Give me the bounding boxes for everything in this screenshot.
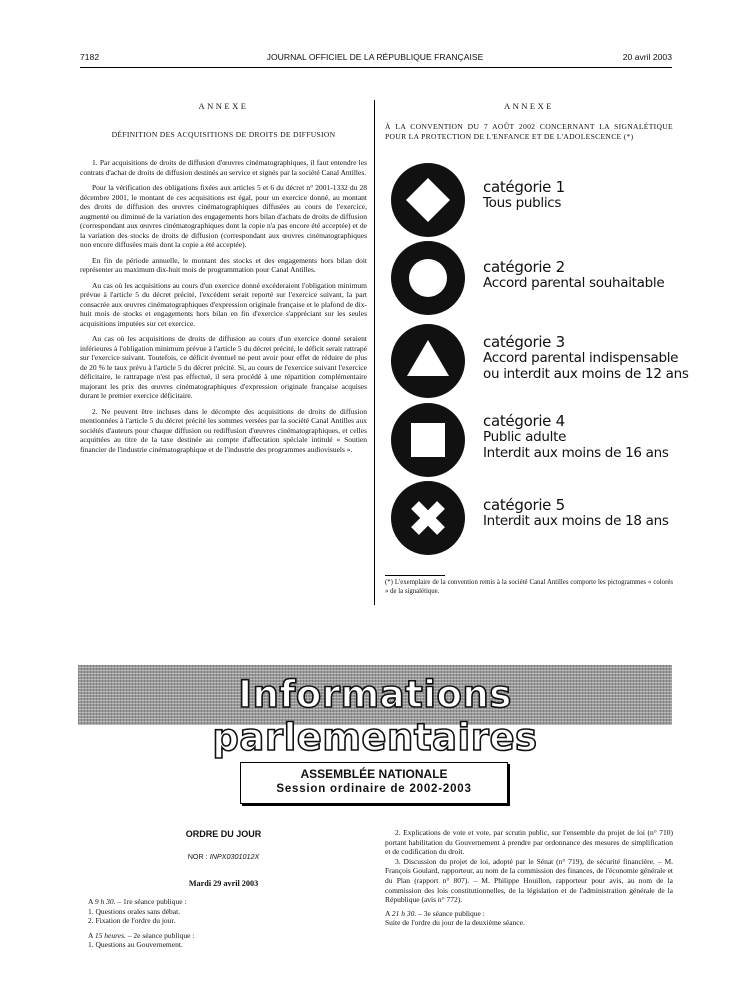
paragraph: 2. Ne peuvent être incluses dans le décompte des acquisitions de droits de diffusion mentionnées à l'article 5 du décret précité les sommes versées par la société Canal Antilles aux sociétés d'auteurs pour chaque diffusion ou rediffusion d'œuvres cinématographiques, et celles acquittées au titre de la taxe destinée au compte d'affectation spéciale intitulé « Soutien financier de l'industrie cinématographique et de l'industrie des programmes audiovisuels ». [80,406,367,454]
footnote: (*) L'exemplaire de la convention remis à la société Canal Antilles comporte les pictogrammes « colorés » de la signalétique. [385,579,673,595]
right-annex-title: À LA CONVENTION DU 7 AOÛT 2002 CONCERNANT LA SIGNALÉTIQUE POUR LA PROTECTION DE L'ENFANCE ET DE L'ADOLESCENCE (*) [385,122,673,141]
left-annex-title: DÉFINITION DES ACQUISITIONS DE DROITS DE DIFFUSION [111,130,336,139]
session-heading: A 21 h 30. – 3e séance publique : [385,908,485,918]
paragraph: Au cas où les acquisitions au cours d'un exercice donné excéderaient l'obligation minimum prévue à l'article 5 du décret précité, l'excédent serait reporté sur l'exercice suivant, la part consacrée aux œuvres cinématographiques d'expression originale française et le plafond de dix-huit mois de stocks et engagements hors bilan en fin d'exercice s'appréciant sur les seules acquisitions imputées sur cet exercice. [80,280,367,328]
paragraph: Pour la vérification des obligations fixées aux articles 5 et 6 du décret n° 2001-1332 du 28 décembre 2001, le montant de ces acquisitions est égal, pour un exercice donné, au montant des droits de diffusion des œuvres cinématographiques diffusées au cours de l'exercice, augmenté ou diminué de la variation des engagements hors bilan d'achats de droits de diffusion (correspondant aux œuvres cinématographiques dont la copie n'a pas encore été acceptée) et de la variation des stocks de droits de diffusion (correspondant aux œuvres cinématographiques non encore diffusées mais dont la copie a été acceptée). [80,183,367,249]
category-title: catégorie 4 [483,412,565,430]
category-description: Tous publics [483,195,562,211]
agenda-right-column [385,828,673,928]
category-3 [390,323,689,403]
triangle-icon [390,323,466,399]
left-annex-body [80,158,367,454]
category-description: Accord parental indispensable [483,350,679,366]
session-heading: A 9 h 30. – 1re séance publique : [88,897,187,906]
session-time: 15 heures. [94,930,126,940]
square-icon [390,402,466,478]
section-banner [78,665,672,759]
category-2 [390,240,680,320]
right-annex-label: ANNEXE [504,101,554,111]
category-title: catégorie 1 [483,178,565,196]
paragraph: Au cas où les acquisitions de droits de diffusion au cours d'un exercice donné seraient inférieures à l'obligation minimum prévue à l'article 5 du décret précité, le déficit serait rattrapé sur l'exercice suivant. Toutefois, ce déficit éventuel ne peut avoir pour effet de réduire de plus de 20 % le taux prévu à l'article 5 du décret précité. Si, au cours de l'exercice suivant l'exercice déficitaire, le rattrapage n'est pas effectué, il sera procédé à une répartition complémentaire majorant les prix des œuvres cinématographiques d'expression originale française acquises durant le premier exercice déficitaire. [80,334,367,400]
agenda-item: Suite de l'ordre du jour de la deuxième séance. [385,918,525,928]
category-title: catégorie 3 [483,333,565,351]
agenda-item: 2. Explications de vote et vote, par scrutin public, sur l'ensemble du projet de loi (n° 710) portant habilitation du Gouvernement à prendre par ordonnance des mesures de simplification et de codification du droit. [385,828,673,857]
nor-value: INPX0301012X [209,852,260,861]
header-rule [80,67,672,68]
page-number: 7182 [80,52,100,62]
footnote-rule [385,575,445,576]
nor-reference [80,852,367,861]
assembly-session: Session ordinaire de 2002-2003 [276,783,472,795]
session-label: – 1re séance publique : [117,897,187,906]
banner-title: Informations parlementaires [212,673,538,759]
category-title: catégorie 5 [483,496,565,514]
paragraph: En fin de période annuelle, le montant des stocks et des engagements hors bilan doit représenter au maximum dix-huit mois de programmation pour Canal Antilles. [80,255,367,274]
assembly-title: ASSEMBLÉE NATIONALE [300,767,448,781]
agenda-item: 3. Discussion du projet de loi, adopté par le Sénat (n° 719), de sécurité financière. – M. François Goulard, rapporteur, au nom de la commission des finances, de l'économie générale et du Plan (rapport n° 807). – M. Philippe Houillon, rapporteur pour avis, au nom de la commission des lois constitutionnelles, de la législation et de l'administration générale de la République (avis n° 772). [385,856,673,905]
session-time: 21 h 30. [391,908,417,918]
session-time: 9 h 30. [94,897,116,906]
diamond-icon [390,162,466,238]
category-5 [390,480,680,560]
category-1 [390,162,680,242]
cross-icon [390,480,466,556]
circle-icon [390,240,466,316]
category-description: Interdit aux moins de 18 ans [483,513,669,529]
session-heading: A 15 heures. – 2e séance publique : [88,930,195,940]
agenda-first-session [88,897,368,950]
category-description: ou interdit aux moins de 12 ans [483,366,689,382]
category-title: catégorie 2 [483,258,565,276]
agenda-item: 2. Fixation de l'ordre du jour. [88,916,176,926]
column-divider [374,100,375,605]
assembly-box [240,762,508,804]
category-description: Accord parental souhaitable [483,275,665,291]
agenda-item: 1. Questions orales sans débat. [88,906,181,916]
agenda-date: Mardi 29 avril 2003 [188,879,259,888]
journal-title: JOURNAL OFFICIEL DE LA RÉPUBLIQUE FRANÇAISE [266,52,484,62]
issue-date: 20 avril 2003 [622,52,672,62]
agenda-heading: ORDRE DU JOUR [185,829,262,839]
category-4 [390,402,680,482]
agenda-item: 1. Questions au Gouvernement. [88,940,183,950]
session-label: – 3e séance publique : [418,908,485,918]
paragraph: 1. Par acquisitions de droits de diffusion d'œuvres cinématographiques, il faut entendre les contrats d'achat de droits de diffusion destinés au service et signés par la société Canal Antilles. [80,158,367,177]
left-annex-label: ANNEXE [198,101,249,111]
nor-label: NOR : [187,852,208,861]
category-description: Interdit aux moins de 16 ans [483,445,669,461]
category-description: Public adulte [483,429,567,445]
session-label: – 2e séance publique : [127,930,195,940]
